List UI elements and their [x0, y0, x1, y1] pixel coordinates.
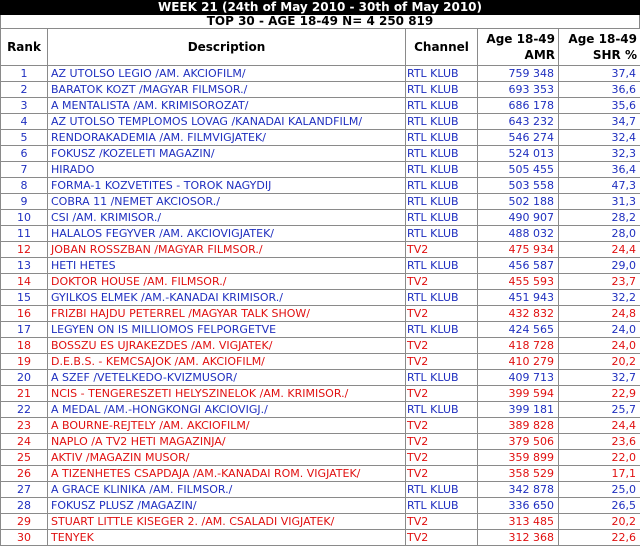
description-cell: FOKUSZ PLUSZ /MAGAZIN/	[48, 498, 406, 514]
description-cell: TENYEK	[48, 530, 406, 546]
col-header-shr-line1: Age 18-49	[559, 31, 640, 47]
channel-cell: TV2	[406, 530, 478, 546]
channel-cell: RTL KLUB	[406, 210, 478, 226]
table-row	[1, 178, 640, 194]
table-row	[1, 466, 640, 482]
shr-cell: 29,0	[559, 258, 640, 274]
amr-cell: 505 455	[478, 162, 559, 178]
description-cell: AZ UTOLSO TEMPLOMOS LOVAG /KANADAI KALANDFILM/	[48, 114, 406, 130]
channel-cell: RTL KLUB	[406, 146, 478, 162]
table-row	[1, 98, 640, 114]
channel-cell: RTL KLUB	[406, 130, 478, 146]
amr-cell: 379 506	[478, 434, 559, 450]
table-body	[1, 66, 640, 546]
rank-cell: 21	[1, 386, 48, 402]
description-cell: FORMA-1 KOZVETITES - TOROK NAGYDIJ	[48, 178, 406, 194]
amr-cell: 488 032	[478, 226, 559, 242]
description-cell: CSI /AM. KRIMISOR./	[48, 210, 406, 226]
rank-cell: 26	[1, 466, 48, 482]
table-row	[1, 146, 640, 162]
shr-cell: 23,7	[559, 274, 640, 290]
amr-cell: 418 728	[478, 338, 559, 354]
col-header-shr-line2: SHR %	[559, 47, 640, 63]
description-cell: FOKUSZ /KOZELETI MAGAZIN/	[48, 146, 406, 162]
table-row	[1, 354, 640, 370]
rank-cell: 7	[1, 162, 48, 178]
shr-cell: 25,7	[559, 402, 640, 418]
shr-cell: 28,0	[559, 226, 640, 242]
rank-cell: 10	[1, 210, 48, 226]
table-row	[1, 274, 640, 290]
description-cell: GYILKOS ELMEK /AM.-KANADAI KRIMISOR./	[48, 290, 406, 306]
col-header-amr-line2: AMR	[478, 47, 558, 63]
channel-cell: TV2	[406, 354, 478, 370]
amr-cell: 312 368	[478, 530, 559, 546]
table-row	[1, 418, 640, 434]
channel-cell: RTL KLUB	[406, 66, 478, 82]
shr-cell: 24,4	[559, 418, 640, 434]
table-row	[1, 498, 640, 514]
rank-cell: 6	[1, 146, 48, 162]
description-cell: AZ UTOLSO LEGIO /AM. AKCIOFILM/	[48, 66, 406, 82]
table-row	[1, 482, 640, 498]
channel-cell: TV2	[406, 338, 478, 354]
channel-cell: RTL KLUB	[406, 498, 478, 514]
amr-cell: 456 587	[478, 258, 559, 274]
description-cell: D.E.B.S. - KEMCSAJOK /AM. AKCIOFILM/	[48, 354, 406, 370]
shr-cell: 31,3	[559, 194, 640, 210]
channel-cell: TV2	[406, 306, 478, 322]
table-row	[1, 290, 640, 306]
rank-cell: 30	[1, 530, 48, 546]
table-row	[1, 226, 640, 242]
table-row	[1, 322, 640, 338]
amr-cell: 409 713	[478, 370, 559, 386]
description-cell: NAPLO /A TV2 HETI MAGAZINJA/	[48, 434, 406, 450]
shr-cell: 23,6	[559, 434, 640, 450]
rank-cell: 3	[1, 98, 48, 114]
description-cell: HALALOS FEGYVER /AM. AKCIOVIGJATEK/	[48, 226, 406, 242]
table-row	[1, 370, 640, 386]
amr-cell: 546 274	[478, 130, 559, 146]
shr-cell: 34,7	[559, 114, 640, 130]
shr-cell: 36,4	[559, 162, 640, 178]
table-row	[1, 450, 640, 466]
rank-cell: 25	[1, 450, 48, 466]
shr-cell: 24,8	[559, 306, 640, 322]
rank-cell: 23	[1, 418, 48, 434]
description-cell: AKTIV /MAGAZIN MUSOR/	[48, 450, 406, 466]
rank-cell: 12	[1, 242, 48, 258]
amr-cell: 524 013	[478, 146, 559, 162]
amr-cell: 490 907	[478, 210, 559, 226]
shr-cell: 20,2	[559, 354, 640, 370]
rank-cell: 11	[1, 226, 48, 242]
channel-cell: RTL KLUB	[406, 114, 478, 130]
amr-cell: 336 650	[478, 498, 559, 514]
description-cell: FRIZBI HAJDU PETERREL /MAGYAR TALK SHOW/	[48, 306, 406, 322]
description-cell: A MENTALISTA /AM. KRIMISOROZAT/	[48, 98, 406, 114]
table-row	[1, 514, 640, 530]
amr-cell: 424 565	[478, 322, 559, 338]
description-cell: DOKTOR HOUSE /AM. FILMSOR./	[48, 274, 406, 290]
channel-cell: RTL KLUB	[406, 98, 478, 114]
table-row	[1, 258, 640, 274]
description-cell: NCIS - TENGERESZETI HELYSZINELOK /AM. KRIMISOR./	[48, 386, 406, 402]
week-title: WEEK 21 (24th of May 2010 - 30th of May 2010)	[0, 0, 640, 15]
shr-cell: 35,6	[559, 98, 640, 114]
shr-cell: 47,3	[559, 178, 640, 194]
channel-cell: RTL KLUB	[406, 402, 478, 418]
amr-cell: 389 828	[478, 418, 559, 434]
rank-cell: 13	[1, 258, 48, 274]
channel-cell: TV2	[406, 242, 478, 258]
rank-cell: 9	[1, 194, 48, 210]
ratings-table	[0, 28, 640, 546]
channel-cell: TV2	[406, 434, 478, 450]
rank-cell: 24	[1, 434, 48, 450]
amr-cell: 342 878	[478, 482, 559, 498]
description-cell: HETI HETES	[48, 258, 406, 274]
table-row	[1, 338, 640, 354]
channel-cell: TV2	[406, 274, 478, 290]
amr-cell: 410 279	[478, 354, 559, 370]
amr-cell: 693 353	[478, 82, 559, 98]
description-cell: HIRADO	[48, 162, 406, 178]
amr-cell: 399 594	[478, 386, 559, 402]
description-cell: A BOURNE-REJTELY /AM. AKCIOFILM/	[48, 418, 406, 434]
table-header	[1, 29, 640, 66]
shr-cell: 22,6	[559, 530, 640, 546]
amr-cell: 643 232	[478, 114, 559, 130]
table-row	[1, 114, 640, 130]
rank-cell: 15	[1, 290, 48, 306]
channel-cell: RTL KLUB	[406, 194, 478, 210]
amr-cell: 399 181	[478, 402, 559, 418]
channel-cell: RTL KLUB	[406, 370, 478, 386]
amr-cell: 451 943	[478, 290, 559, 306]
amr-cell: 313 485	[478, 514, 559, 530]
channel-cell: RTL KLUB	[406, 482, 478, 498]
amr-cell: 475 934	[478, 242, 559, 258]
rank-cell: 17	[1, 322, 48, 338]
table-row	[1, 386, 640, 402]
shr-cell: 22,9	[559, 386, 640, 402]
table-row	[1, 434, 640, 450]
shr-cell: 36,6	[559, 82, 640, 98]
table-row	[1, 130, 640, 146]
rank-cell: 20	[1, 370, 48, 386]
description-cell: A SZEF /VETELKEDO-KVIZMUSOR/	[48, 370, 406, 386]
table-row	[1, 194, 640, 210]
channel-cell: TV2	[406, 514, 478, 530]
table-row	[1, 66, 640, 82]
rank-cell: 29	[1, 514, 48, 530]
shr-cell: 32,4	[559, 130, 640, 146]
amr-cell: 358 529	[478, 466, 559, 482]
rank-cell: 22	[1, 402, 48, 418]
rank-cell: 4	[1, 114, 48, 130]
table-row	[1, 242, 640, 258]
amr-cell: 686 178	[478, 98, 559, 114]
shr-cell: 32,3	[559, 146, 640, 162]
rank-cell: 19	[1, 354, 48, 370]
description-cell: COBRA 11 /NEMET AKCIOSOR./	[48, 194, 406, 210]
rank-cell: 14	[1, 274, 48, 290]
amr-cell: 432 832	[478, 306, 559, 322]
table-row	[1, 82, 640, 98]
table-row	[1, 402, 640, 418]
description-cell: A MEDAL /AM.-HONGKONGI AKCIOVIGJ./	[48, 402, 406, 418]
rank-cell: 27	[1, 482, 48, 498]
rank-cell: 1	[1, 66, 48, 82]
channel-cell: TV2	[406, 418, 478, 434]
col-header-description: Description	[48, 29, 406, 66]
table-row	[1, 306, 640, 322]
col-header-amr	[478, 29, 559, 66]
shr-cell: 24,0	[559, 338, 640, 354]
table-row	[1, 210, 640, 226]
rank-cell: 5	[1, 130, 48, 146]
channel-cell: RTL KLUB	[406, 290, 478, 306]
channel-cell: RTL KLUB	[406, 258, 478, 274]
col-header-rank: Rank	[1, 29, 48, 66]
rank-cell: 18	[1, 338, 48, 354]
shr-cell: 24,4	[559, 242, 640, 258]
channel-cell: RTL KLUB	[406, 178, 478, 194]
shr-cell: 17,1	[559, 466, 640, 482]
shr-cell: 20,2	[559, 514, 640, 530]
shr-cell: 32,2	[559, 290, 640, 306]
description-cell: BOSSZU ES UJRAKEZDES /AM. VIGJATEK/	[48, 338, 406, 354]
col-header-amr-line1: Age 18-49	[478, 31, 558, 47]
channel-cell: RTL KLUB	[406, 322, 478, 338]
channel-cell: RTL KLUB	[406, 82, 478, 98]
description-cell: JOBAN ROSSZBAN /MAGYAR FILMSOR./	[48, 242, 406, 258]
channel-cell: RTL KLUB	[406, 162, 478, 178]
shr-cell: 24,0	[559, 322, 640, 338]
description-cell: A GRACE KLINIKA /AM. FILMSOR./	[48, 482, 406, 498]
table-row	[1, 530, 640, 546]
shr-cell: 26,5	[559, 498, 640, 514]
rank-cell: 16	[1, 306, 48, 322]
amr-cell: 503 558	[478, 178, 559, 194]
rank-cell: 2	[1, 82, 48, 98]
amr-cell: 359 899	[478, 450, 559, 466]
shr-cell: 32,7	[559, 370, 640, 386]
amr-cell: 759 348	[478, 66, 559, 82]
col-header-channel: Channel	[406, 29, 478, 66]
channel-cell: RTL KLUB	[406, 226, 478, 242]
table-row	[1, 162, 640, 178]
shr-cell: 22,0	[559, 450, 640, 466]
description-cell: LEGYEN ON IS MILLIOMOS FELPORGETVE	[48, 322, 406, 338]
description-cell: BARATOK KOZT /MAGYAR FILMSOR./	[48, 82, 406, 98]
channel-cell: TV2	[406, 466, 478, 482]
col-header-shr	[559, 29, 640, 66]
rank-cell: 8	[1, 178, 48, 194]
shr-cell: 37,4	[559, 66, 640, 82]
shr-cell: 28,2	[559, 210, 640, 226]
rank-cell: 28	[1, 498, 48, 514]
description-cell: RENDORAKADEMIA /AM. FILMVIGJATEK/	[48, 130, 406, 146]
channel-cell: TV2	[406, 450, 478, 466]
amr-cell: 502 188	[478, 194, 559, 210]
amr-cell: 455 593	[478, 274, 559, 290]
description-cell: STUART LITTLE KISEGER 2. /AM. CSALADI VIGJATEK/	[48, 514, 406, 530]
channel-cell: TV2	[406, 386, 478, 402]
description-cell: A TIZENHETES CSAPDAJA /AM.-KANADAI ROM. VIGJATEK/	[48, 466, 406, 482]
shr-cell: 25,0	[559, 482, 640, 498]
top30-subtitle: TOP 30 - AGE 18-49 N= 4 250 819	[0, 15, 640, 28]
